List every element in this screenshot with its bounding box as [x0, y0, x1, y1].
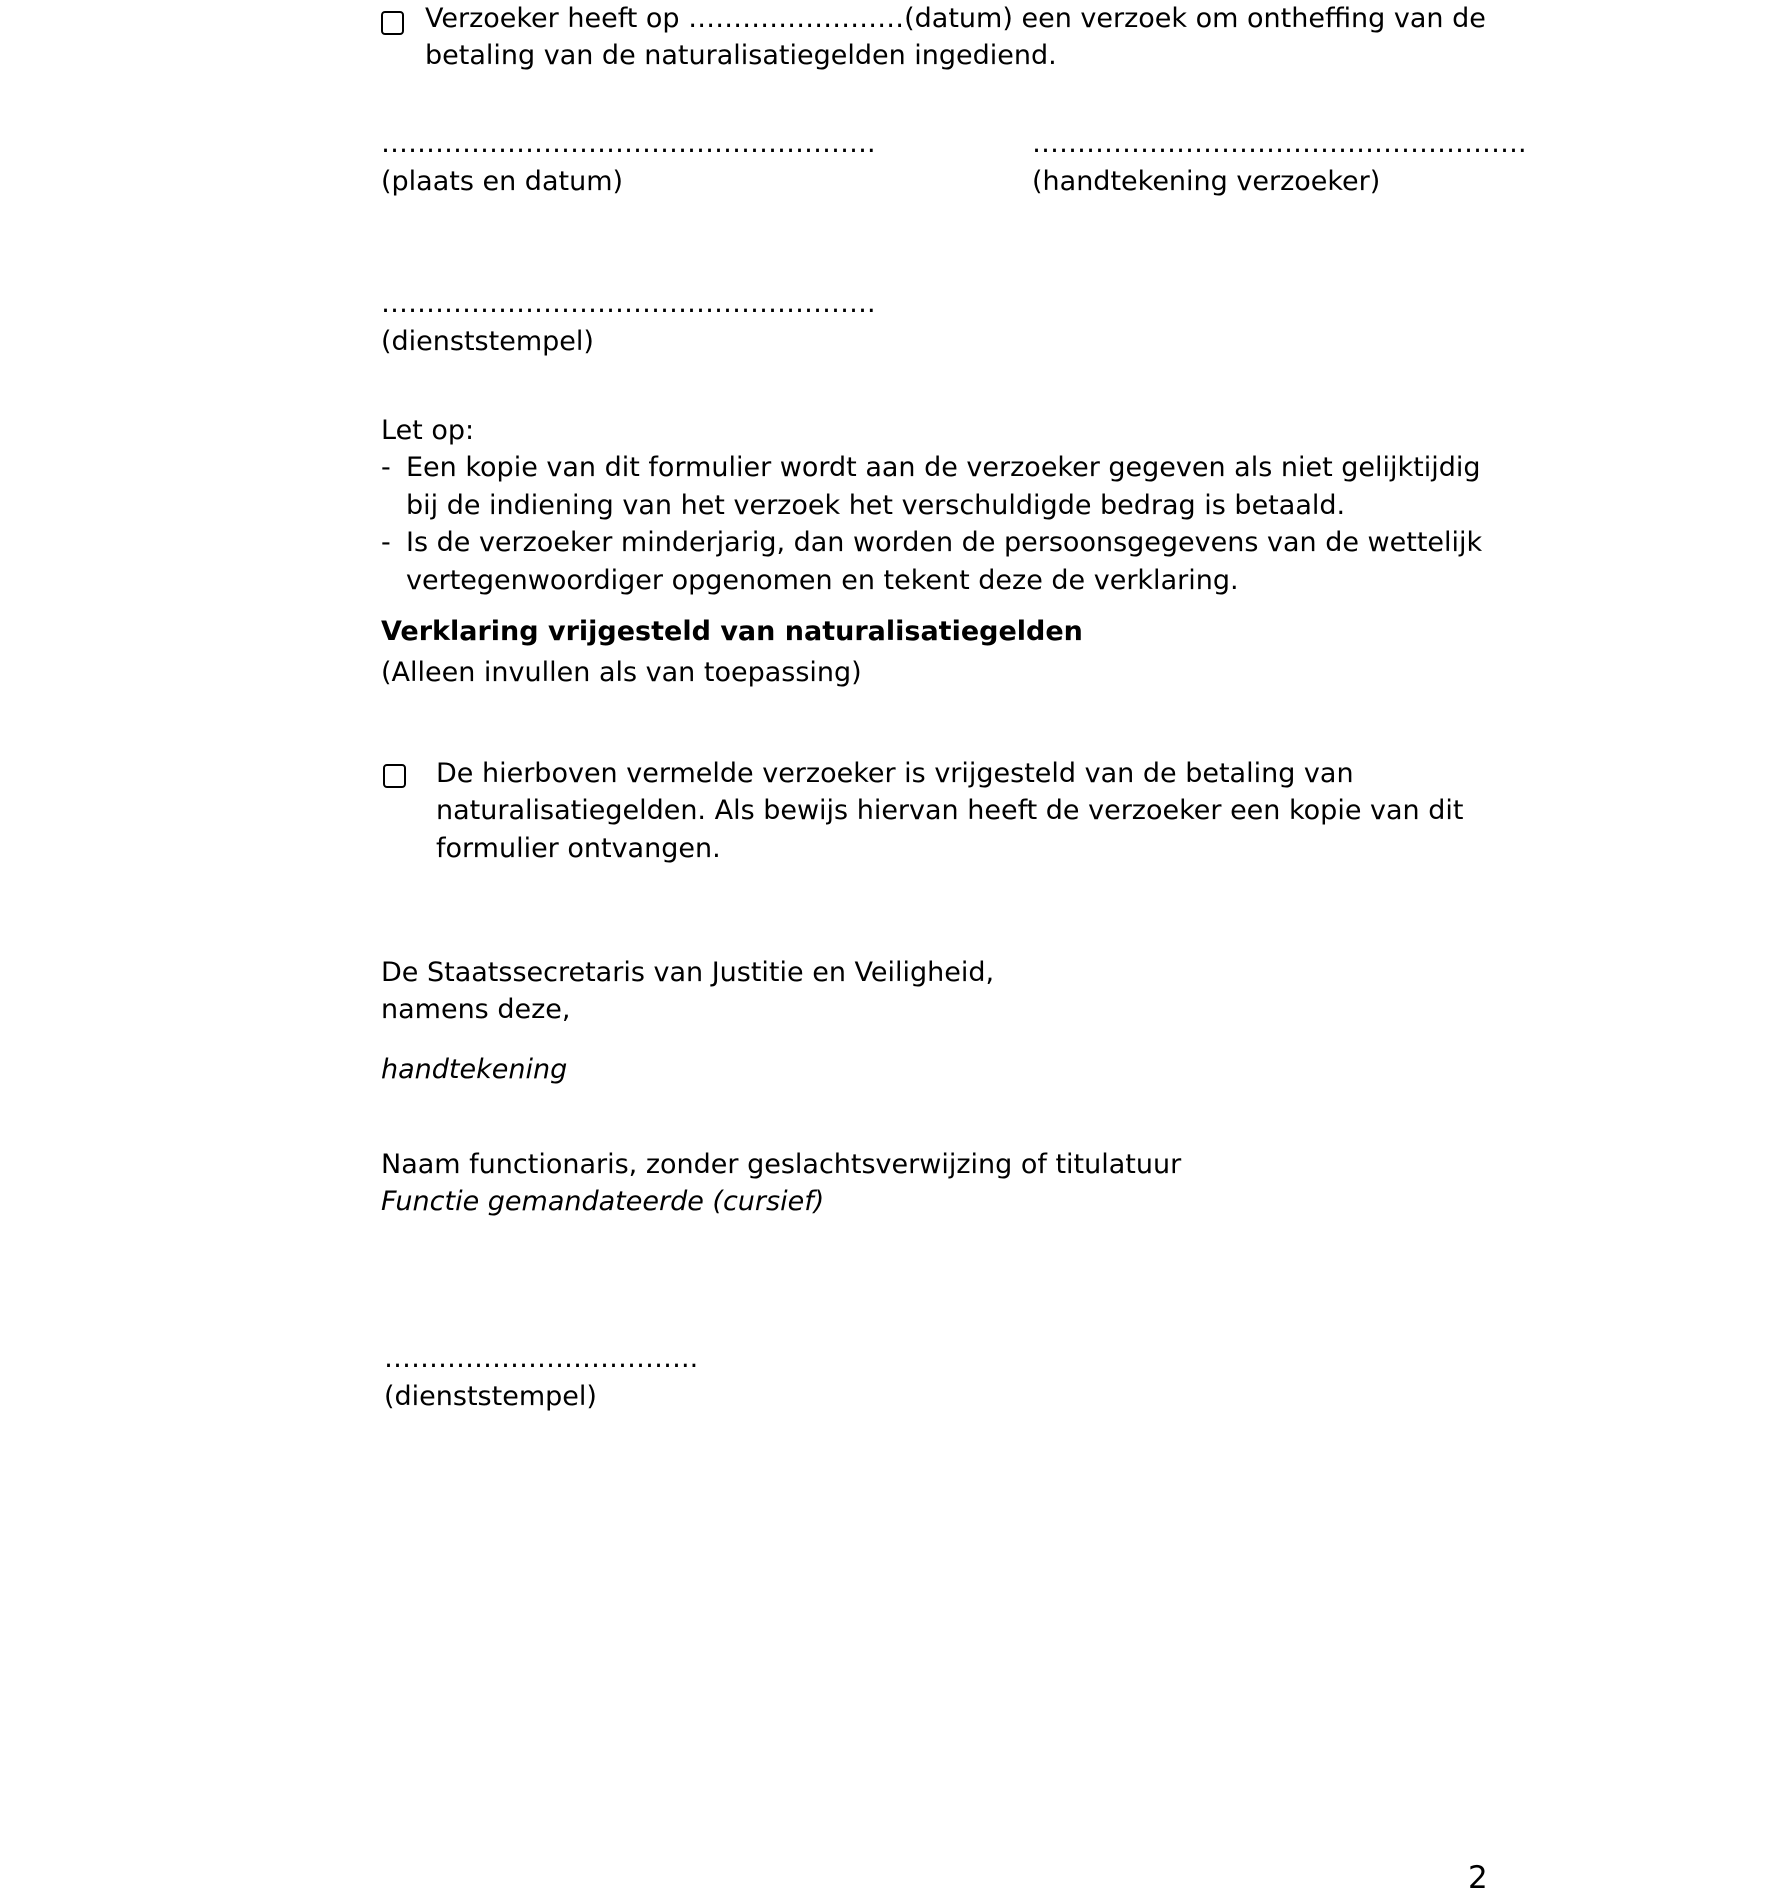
- signatory-line-1: De Staatssecretaris van Justitie en Veiligheid,: [381, 957, 995, 988]
- note-item-2-line-2: vertegenwoordiger opgenomen en tekent deze de verklaring.: [406, 565, 1239, 596]
- applicant-signature-label: (handtekening verzoeker): [1032, 166, 1381, 197]
- note-item-2-marker: -: [381, 527, 391, 558]
- note-item-2-line-1: Is de verzoeker minderjarig, dan worden de persoonsgegevens van de wettelijk: [406, 527, 1483, 558]
- place-date-dotted-line: ……………………………………………….: [381, 128, 876, 159]
- note-item-1-marker: -: [381, 452, 391, 483]
- section-subheading: (Alleen invullen als van toepassing): [381, 657, 862, 688]
- checkbox-unchecked-icon[interactable]: [381, 11, 404, 35]
- page-number: 2: [1468, 1860, 1488, 1896]
- exemption-checkbox-line-1: De hierboven vermelde verzoeker is vrijgesteld van de betaling van: [436, 758, 1354, 789]
- exemption-checkbox-line-2: naturalisatiegelden. Als bewijs hiervan heeft de verzoeker een kopie van dit: [436, 795, 1464, 826]
- stamp-label-2: (dienststempel): [384, 1381, 597, 1412]
- official-function-line: Functie gemandateerde (cursief): [381, 1186, 825, 1217]
- note-item-1-line-2: bij de indiening van het verzoek het verschuldigde bedrag is betaald.: [406, 490, 1346, 521]
- exemption-checkbox-line-3: formulier ontvangen.: [436, 833, 721, 864]
- signatory-line-2: namens deze,: [381, 994, 571, 1025]
- official-name-line: Naam functionaris, zonder geslachtsverwijzing of titulatuur: [381, 1149, 1182, 1180]
- note-item-1-line-1: Een kopie van dit formulier wordt aan de verzoeker gegeven als niet gelijktijdig: [406, 452, 1481, 483]
- section-heading: Verklaring vrijgesteld van naturalisatiegelden: [381, 616, 1083, 647]
- signature-placeholder: handtekening: [381, 1054, 568, 1085]
- stamp-label-1: (dienststempel): [381, 326, 594, 357]
- stamp-dotted-line-1: ……………………………………………….: [381, 288, 876, 319]
- request-exemption-line-1: Verzoeker heeft op ……………………(datum) een verzoek om ontheffing van de: [425, 3, 1486, 34]
- applicant-signature-dotted-line: ……………………………………………….: [1032, 128, 1527, 159]
- request-exemption-line-2: betaling van de naturalisatiegelden ingediend.: [425, 40, 1057, 71]
- note-title: Let op:: [381, 415, 475, 446]
- place-date-label: (plaats en datum): [381, 166, 624, 197]
- stamp-dotted-line-2: ……………………………..: [384, 1343, 699, 1374]
- checkbox-unchecked-icon[interactable]: [383, 764, 406, 788]
